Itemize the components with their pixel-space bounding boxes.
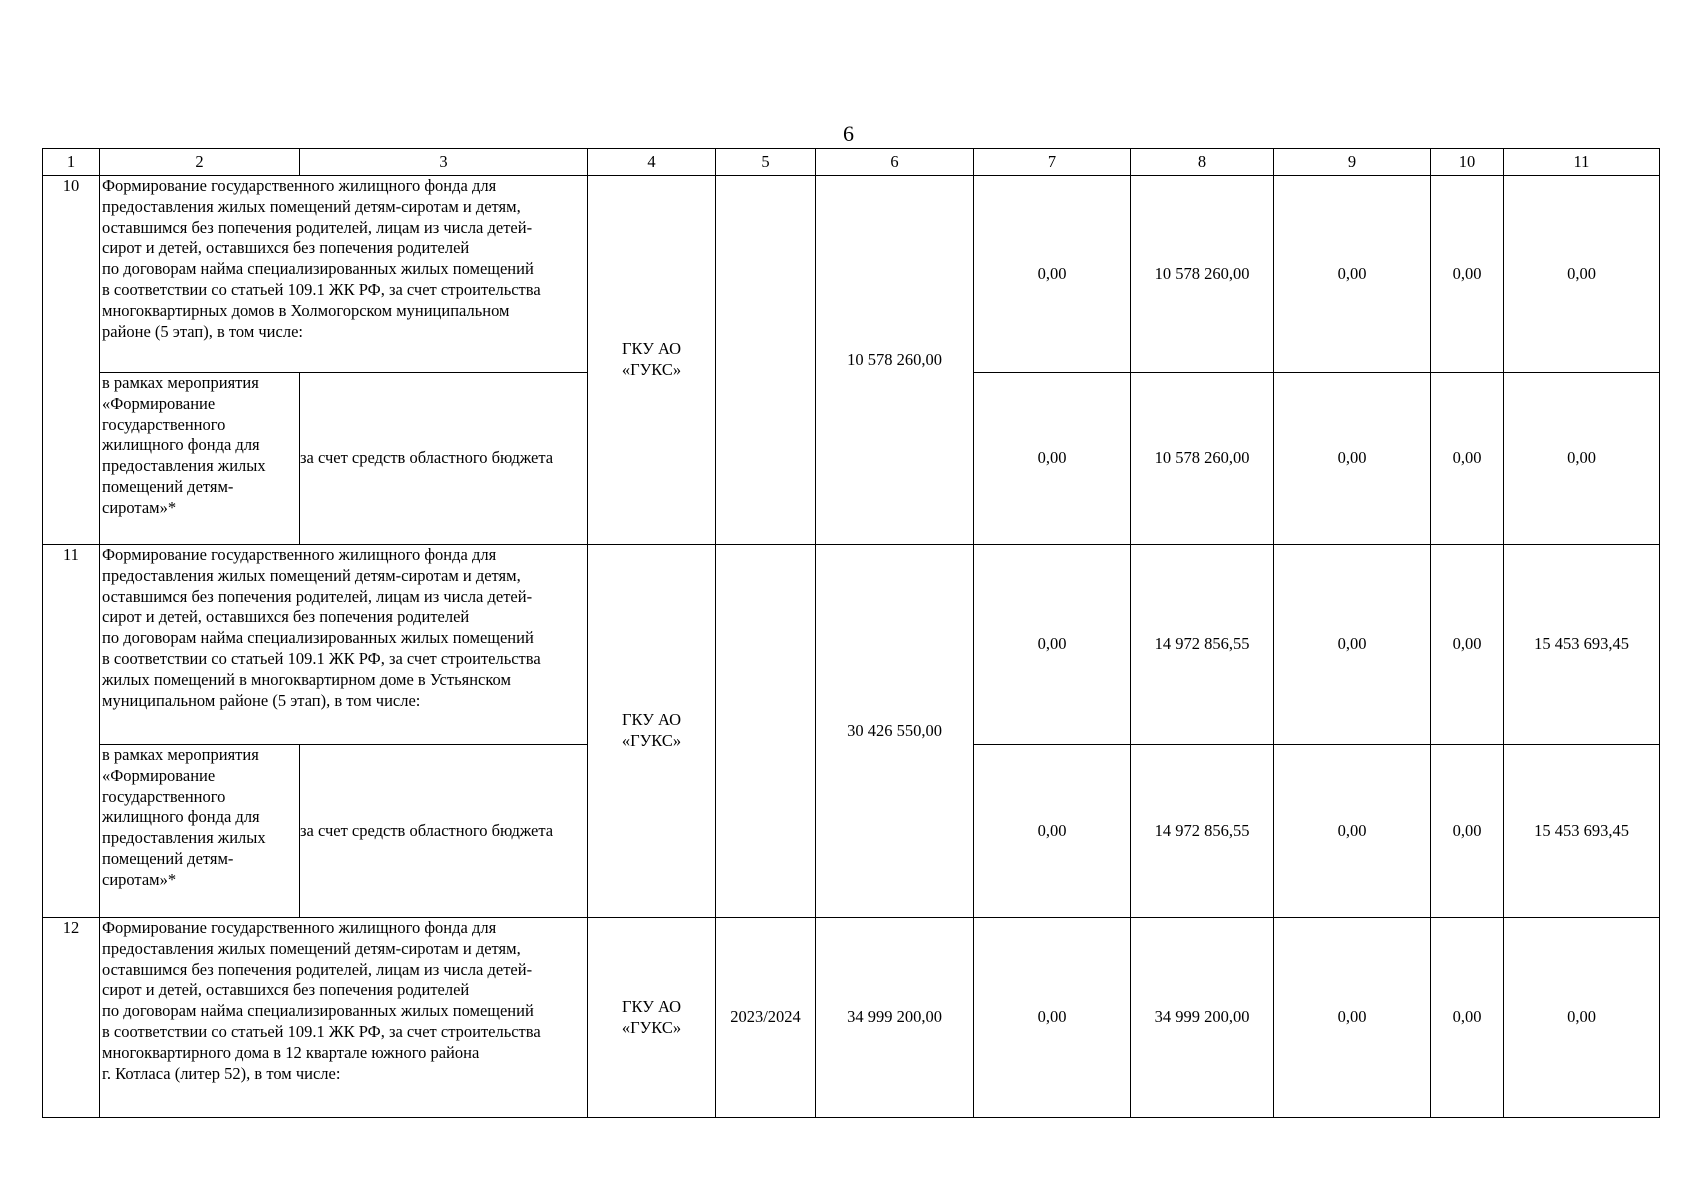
executor-line: ГКУ АО (621, 339, 682, 359)
description-line: сирот и детей, оставшихся без попечения родителей (102, 238, 470, 258)
value-cell: 0,00 (974, 373, 1131, 545)
period-cell: 2023/2024 (716, 918, 816, 1118)
description-line: предоставления жилых помещений детям-сиротам и детям, (102, 938, 521, 958)
column-header: 10 (1431, 149, 1504, 176)
value-cell: 0,00 (1431, 176, 1504, 373)
row-number: 10 (43, 176, 100, 545)
description-line: предоставления жилых помещений детям-сиротам и детям, (102, 196, 521, 216)
description-line: Формирование государственного жилищного фонда для (102, 176, 497, 195)
description-line: по договорам найма специализированных жилых помещений (102, 1001, 534, 1021)
description-line: муниципальном районе (5 этап), в том числе: (102, 690, 421, 710)
description-line: многоквартирных домов в Холмогорском муниципальном (102, 300, 510, 320)
column-header: 2 (100, 149, 300, 176)
value-cell: 14 972 856,55 (1131, 745, 1274, 918)
description-line: жилых помещений в многоквартирном доме в Устьянском (102, 669, 511, 689)
value-cell: 0,00 (1274, 176, 1431, 373)
funding-source: за счет средств областного бюджета (300, 745, 588, 918)
row-number: 12 (43, 918, 100, 1118)
description-line: Формирование государственного жилищного фонда для (102, 545, 497, 564)
column-header: 6 (816, 149, 974, 176)
value-cell: 0,00 (974, 545, 1131, 745)
description-line: сирот и детей, оставшихся без попечения родителей (102, 980, 470, 1000)
value-cell: 0,00 (974, 918, 1131, 1118)
column-header: 8 (1131, 149, 1274, 176)
column-header: 11 (1504, 149, 1660, 176)
executor-cell (588, 545, 716, 918)
value-cell: 0,00 (1274, 373, 1431, 545)
value-cell: 0,00 (1431, 745, 1504, 918)
event-line: жилищного фонда для (102, 435, 260, 455)
period-cell (716, 176, 816, 545)
description-line: предоставления жилых помещений детям-сиротам и детям, (102, 565, 521, 585)
funding-source: за счет средств областного бюджета (300, 373, 588, 545)
description-line: по договорам найма специализированных жилых помещений (102, 628, 534, 648)
description-line: в соответствии со статьей 109.1 ЖК РФ, за счет строительства (102, 1021, 541, 1041)
description-line: районе (5 этап), в том числе: (102, 321, 303, 341)
event-line: в рамках мероприятия (102, 745, 259, 764)
description-line: г. Котласа (литер 52), в том числе: (102, 1063, 341, 1083)
column-header: 1 (43, 149, 100, 176)
column-header-row (43, 149, 1660, 176)
value-cell: 34 999 200,00 (1131, 918, 1274, 1118)
row-number: 11 (43, 545, 100, 918)
period-cell (716, 545, 816, 918)
event-cell (100, 745, 300, 918)
event-line: «Формирование (102, 765, 216, 785)
value-cell: 0,00 (1431, 545, 1504, 745)
description-line: оставшимся без попечения родителей, лицам из числа детей- (102, 959, 533, 979)
row-description (100, 176, 588, 373)
table-row (43, 176, 1660, 373)
executor-line: ГКУ АО (621, 996, 682, 1016)
event-line: государственного (102, 414, 226, 434)
executor-line: «ГУКС» (621, 1017, 682, 1037)
value-cell: 0,00 (1504, 918, 1660, 1118)
total-cell: 10 578 260,00 (816, 176, 974, 545)
event-line: предоставления жилых (102, 456, 266, 476)
executor-cell (588, 176, 716, 545)
total-cell: 34 999 200,00 (816, 918, 974, 1118)
event-line: предоставления жилых (102, 828, 266, 848)
column-header: 5 (716, 149, 816, 176)
column-header: 7 (974, 149, 1131, 176)
row-description (100, 918, 588, 1118)
column-header: 9 (1274, 149, 1431, 176)
program-table (42, 148, 1660, 1118)
event-line: сиротам»* (102, 497, 177, 517)
column-header: 4 (588, 149, 716, 176)
value-cell: 0,00 (974, 745, 1131, 918)
event-line: «Формирование (102, 393, 216, 413)
event-line: сиротам»* (102, 869, 177, 889)
value-cell: 10 578 260,00 (1131, 373, 1274, 545)
executor-cell (588, 918, 716, 1118)
event-line: жилищного фонда для (102, 807, 260, 827)
executor-line: ГКУ АО (621, 710, 682, 730)
description-line: многоквартирного дома в 12 квартале южного района (102, 1042, 480, 1062)
event-line: помещений детям- (102, 476, 234, 496)
column-header: 3 (300, 149, 588, 176)
description-line: в соответствии со статьей 109.1 ЖК РФ, за счет строительства (102, 279, 541, 299)
value-cell: 0,00 (974, 176, 1131, 373)
value-cell: 15 453 693,45 (1504, 745, 1660, 918)
description-line: Формирование государственного жилищного фонда для (102, 918, 497, 937)
value-cell: 0,00 (1504, 176, 1660, 373)
value-cell: 0,00 (1431, 918, 1504, 1118)
value-cell: 0,00 (1274, 545, 1431, 745)
table-row (43, 918, 1660, 1118)
executor-line: «ГУКС» (621, 731, 682, 750)
page-number: 6 (843, 121, 854, 146)
description-line: по договорам найма специализированных жилых помещений (102, 259, 534, 279)
value-cell: 0,00 (1431, 373, 1504, 545)
value-cell: 14 972 856,55 (1131, 545, 1274, 745)
value-cell: 0,00 (1504, 373, 1660, 545)
total-cell: 30 426 550,00 (816, 545, 974, 918)
value-cell: 0,00 (1274, 918, 1431, 1118)
event-line: государственного (102, 786, 226, 806)
event-line: в рамках мероприятия (102, 373, 259, 392)
description-line: оставшимся без попечения родителей, лицам из числа детей- (102, 586, 533, 606)
table-row (43, 545, 1660, 745)
description-line: сирот и детей, оставшихся без попечения родителей (102, 607, 470, 627)
event-cell (100, 373, 300, 545)
value-cell: 15 453 693,45 (1504, 545, 1660, 745)
value-cell: 0,00 (1274, 745, 1431, 918)
description-line: в соответствии со статьей 109.1 ЖК РФ, за счет строительства (102, 648, 541, 668)
row-description (100, 545, 588, 745)
executor-line: «ГУКС» (621, 360, 682, 379)
description-line: оставшимся без попечения родителей, лицам из числа детей- (102, 217, 533, 237)
value-cell: 10 578 260,00 (1131, 176, 1274, 373)
event-line: помещений детям- (102, 848, 234, 868)
